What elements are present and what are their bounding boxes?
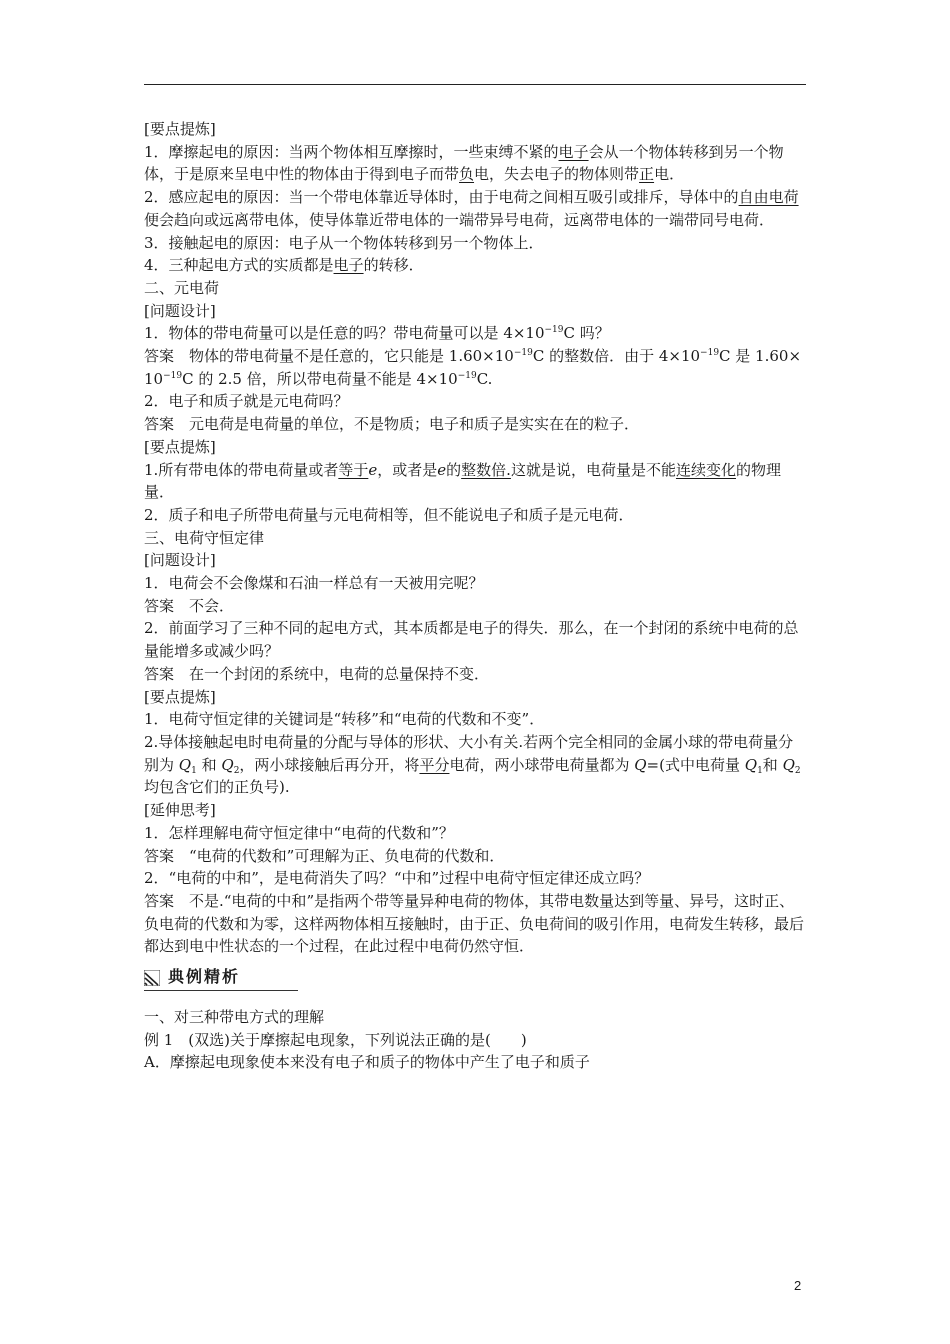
answer-blank: 负 bbox=[459, 165, 475, 184]
key-points-heading: [要点提炼] bbox=[144, 437, 216, 456]
answer: 答案 不会． bbox=[144, 596, 235, 615]
key-points-heading: [要点提炼] bbox=[144, 687, 216, 706]
answer-blank: 整数倍. bbox=[461, 460, 511, 479]
question: 2．“电荷的中和”，是电荷消失了吗？“中和”过程中电荷守恒定律还成立吗？ bbox=[144, 869, 650, 888]
question: 1．怎样理解电荷守恒定律中“电荷的代数和”？ bbox=[144, 823, 454, 842]
document-body bbox=[144, 118, 808, 1074]
answer: 答案 物体的带电荷量不是任意的，它只能是 $1.60\times 10^{-19}C$ 的整数倍．由于 $4\times 10^{-19}C$ 是 $1.60\times 10^{-19}C$ 的 2.5 倍，所以带电荷量不能是 $4\times 10^{-19}C$. bbox=[144, 347, 802, 388]
subsection-title: 一、对三种带电方式的理解 bbox=[144, 1008, 325, 1027]
key-point: 1.所有带电体的带电荷量或者等于e，或者是e的整数倍.这就是说，电荷量是不能连续变化的物理量． bbox=[144, 460, 781, 502]
answer-blank: 等于 bbox=[338, 460, 369, 479]
answer: 答案 在一个封闭的系统中，电荷的总量保持不变． bbox=[144, 664, 490, 683]
question: 1．物体的带电荷量可以是任意的吗？带电荷量可以是 $4\times 10^{-19}C$ 吗？ bbox=[144, 324, 610, 343]
header-rule bbox=[144, 84, 806, 85]
key-point: 1．电荷守恒定律的关键词是“转移”和“电荷的代数和不变”． bbox=[144, 710, 545, 729]
answer: 答案 不是.“电荷的中和”是指两个带等量异种电荷的物体，其带电数量达到等量、异号，这时正、负电荷的代数和为零，这样两物体相互接触时，由于正、负电荷间的吸引作用，电荷发生转移，最后都达到电中性状态的一个过程，在此过程中电荷仍然守恒． bbox=[144, 891, 805, 956]
answer-blank: 连续变化 bbox=[675, 460, 736, 479]
answer: 答案 元电荷是电荷量的单位，不是物质；电子和质子是实实在在的粒子． bbox=[144, 415, 640, 434]
answer-blank: 正 bbox=[639, 165, 655, 184]
question: 1．电荷会不会像煤和石油一样总有一天被用完呢？ bbox=[144, 574, 484, 593]
friction-charging-point: 1．摩擦起电的原因：当两个物体相互摩擦时，一些束缚不紧的电子会从一个物体转移到另一个物体，于是原来呈电中性的物体由于得到电子而带负电，失去电子的物体则带正电． bbox=[144, 142, 784, 184]
answer: 答案 “电荷的代数和”可理解为正、负电荷的代数和． bbox=[144, 846, 505, 865]
question: 2．前面学习了三种不同的起电方式，其本质都是电子的得失．那么，在一个封闭的系统中电荷的总量能增多或减少吗？ bbox=[144, 619, 799, 661]
contact-charging-point: 3．接触起电的原因：电子从一个物体转移到另一个物体上． bbox=[144, 233, 544, 252]
page-number: 2 bbox=[794, 1278, 802, 1293]
answer-blank: 电子 bbox=[333, 256, 364, 275]
section-title-elementary-charge: 二、元电荷 bbox=[144, 278, 220, 297]
question-design-heading: [问题设计] bbox=[144, 301, 216, 320]
examples-section-header bbox=[144, 964, 808, 996]
question: 2．电子和质子就是元电荷吗？ bbox=[144, 392, 349, 411]
charging-essence-point: 4．三种起电方式的实质都是电子的转移． bbox=[144, 256, 424, 275]
answer-blank: 电子 bbox=[558, 142, 589, 161]
section-marker-icon bbox=[144, 970, 160, 986]
key-point: 2．质子和电子所带电荷量与元电荷相等，但不能说电子和质子是元电荷． bbox=[144, 505, 634, 524]
question-design-heading: [问题设计] bbox=[144, 551, 216, 570]
examples-heading: 典例精析 bbox=[168, 967, 241, 987]
extended-thinking-heading: [延伸思考] bbox=[144, 801, 216, 820]
induction-charging-point: 2．感应起电的原因：当一个带电体靠近导体时，由于电荷之间相互吸引或排斥，导体中的自由电荷便会趋向或远离带电体，使导体靠近带电体的一端带异号电荷，远离带电体的一端带同号电荷． bbox=[144, 188, 799, 229]
example-option-a: A．摩擦起电现象使本来没有电子和质子的物体中产生了电子和质子 bbox=[144, 1053, 590, 1072]
key-point: 2.导体接触起电时电荷量的分配与导体的形状、大小有关.若两个完全相同的金属小球的带电荷量分别为 $Q_1$ 和 $Q_2$，两小球接触后再分开，将平分电荷，两小球带电荷量都为 Q=(式中电荷量 $Q_1$和 $Q_2$均包含它们的正负号). bbox=[144, 732, 801, 797]
section-title-conservation: 三、电荷守恒定律 bbox=[144, 528, 265, 547]
examples-underline bbox=[144, 990, 298, 991]
answer-blank: 自由电荷 bbox=[738, 188, 799, 207]
key-points-heading: [要点提炼] bbox=[144, 120, 216, 138]
answer-blank: 平分 bbox=[419, 755, 450, 774]
example-question: 例 1 (双选)关于摩擦起电现象，下列说法正确的是( ) bbox=[144, 1030, 527, 1049]
